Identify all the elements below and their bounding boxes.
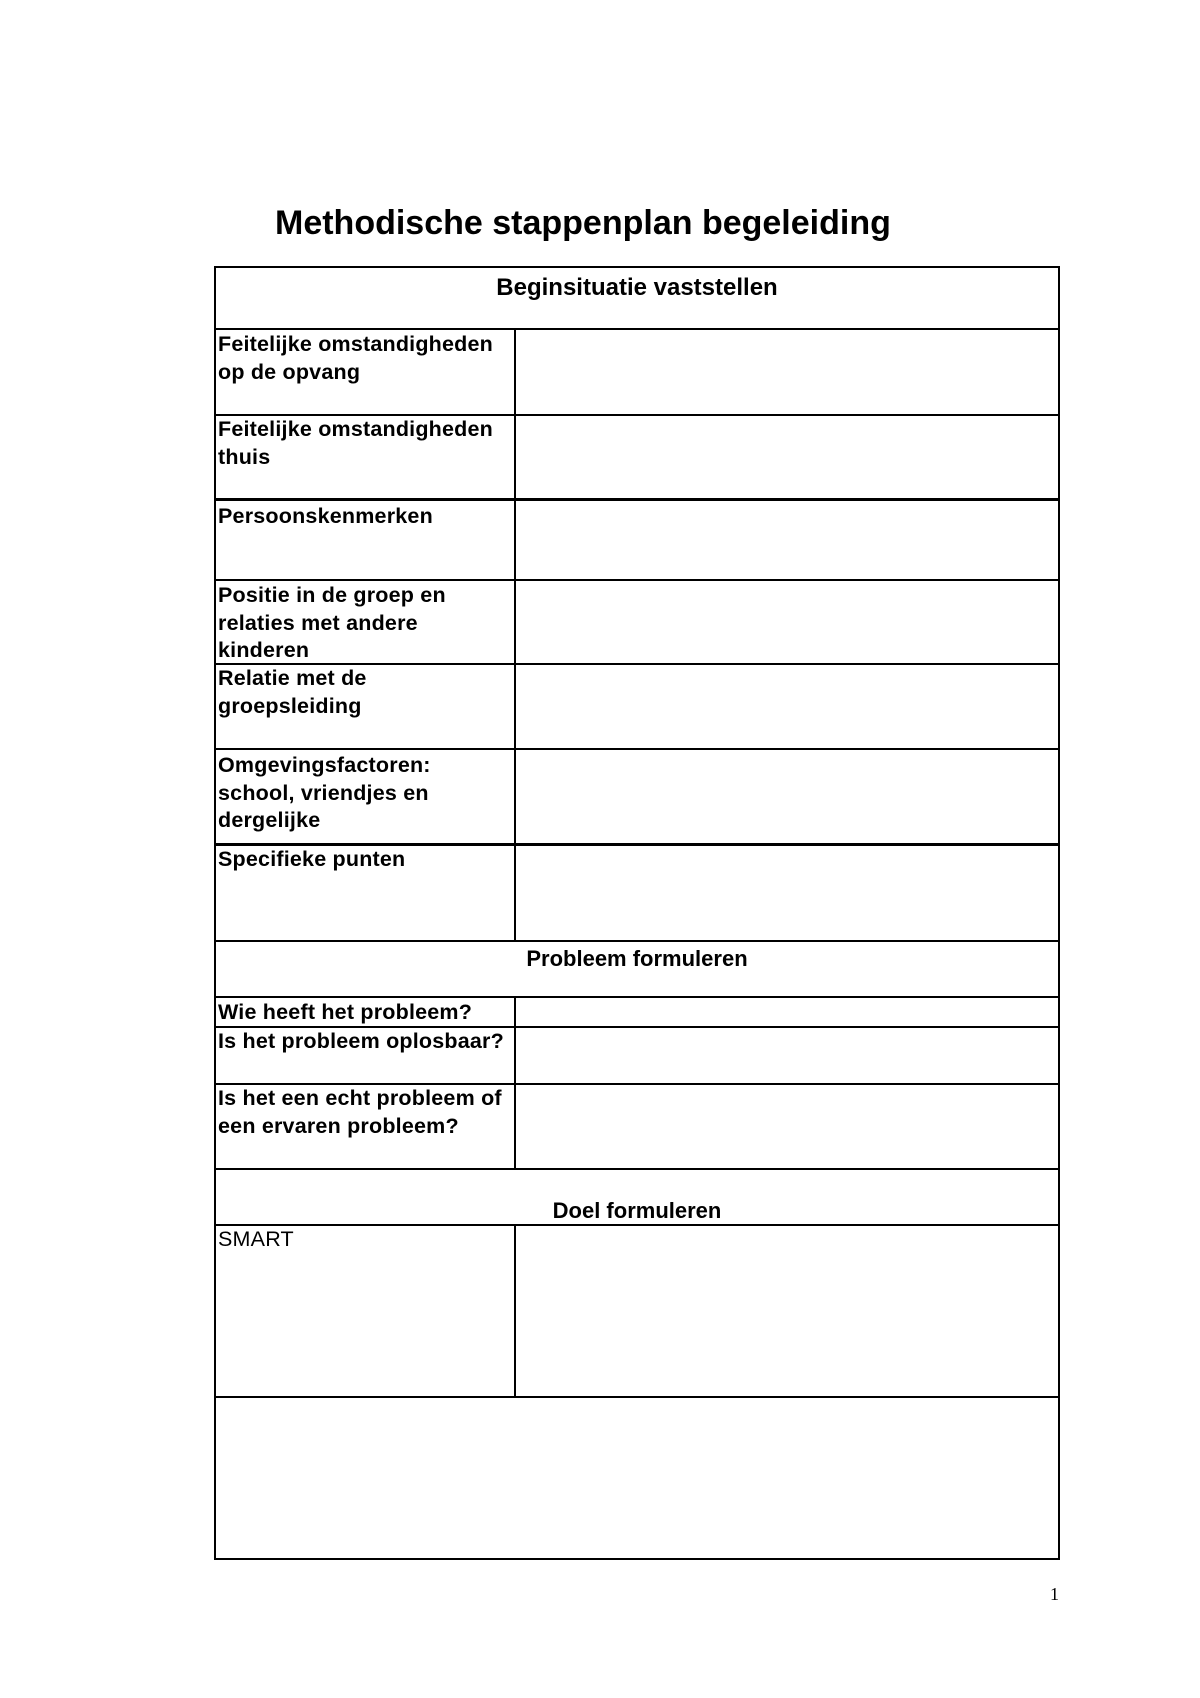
section-heading-beginsituatie: Beginsituatie vaststellen — [496, 274, 778, 301]
label-wie-heeft-probleem: Wie heeft het probleem? — [218, 1000, 473, 1024]
label-relatie-groepsleiding: Relatie met de groepsleiding — [218, 666, 367, 718]
row-divider — [216, 1168, 1058, 1170]
answer-omstandigheden-thuis[interactable] — [516, 416, 1058, 498]
label-specifieke-punten: Specifieke punten — [218, 847, 406, 871]
answer-probleem-oplosbaar[interactable] — [516, 1028, 1058, 1083]
answer-smart[interactable] — [516, 1226, 1058, 1396]
page-number: 1 — [1050, 1584, 1059, 1604]
row-divider — [216, 940, 1058, 942]
label-probleem-oplosbaar: Is het probleem oplosbaar? — [218, 1029, 504, 1053]
answer-positie-in-groep[interactable] — [516, 581, 1058, 663]
label-persoonskenmerken: Persoonskenmerken — [218, 504, 433, 528]
answer-omgevingsfactoren[interactable] — [516, 750, 1058, 843]
plan-form-table — [214, 266, 1060, 1560]
open-notes-area[interactable] — [216, 1398, 1058, 1560]
document-title: Methodische stappenplan begeleiding — [275, 204, 891, 242]
section-heading-probleem: Probleem formuleren — [526, 946, 748, 971]
answer-persoonskenmerken[interactable] — [516, 501, 1058, 579]
label-omstandigheden-thuis: Feitelijke omstandigheden thuis — [218, 417, 493, 469]
answer-omstandigheden-opvang[interactable] — [516, 330, 1058, 414]
label-positie-in-groep: Positie in de groep en relaties met andere kinderen — [218, 583, 446, 662]
label-smart: SMART — [218, 1227, 294, 1251]
section-heading-doel: Doel formuleren — [552, 1198, 722, 1223]
answer-relatie-groepsleiding[interactable] — [516, 665, 1058, 748]
label-omgevingsfactoren: Omgevingsfactoren: school, vriendjes en dergelijke — [218, 753, 431, 832]
answer-echt-of-ervaren-probleem[interactable] — [516, 1085, 1058, 1168]
answer-specifieke-punten[interactable] — [516, 846, 1058, 940]
answer-wie-heeft-probleem[interactable] — [516, 998, 1058, 1026]
label-echt-of-ervaren-probleem: Is het een echt probleem of een ervaren probleem? — [218, 1086, 502, 1138]
label-omstandigheden-opvang: Feitelijke omstandigheden op de opvang — [218, 332, 493, 384]
